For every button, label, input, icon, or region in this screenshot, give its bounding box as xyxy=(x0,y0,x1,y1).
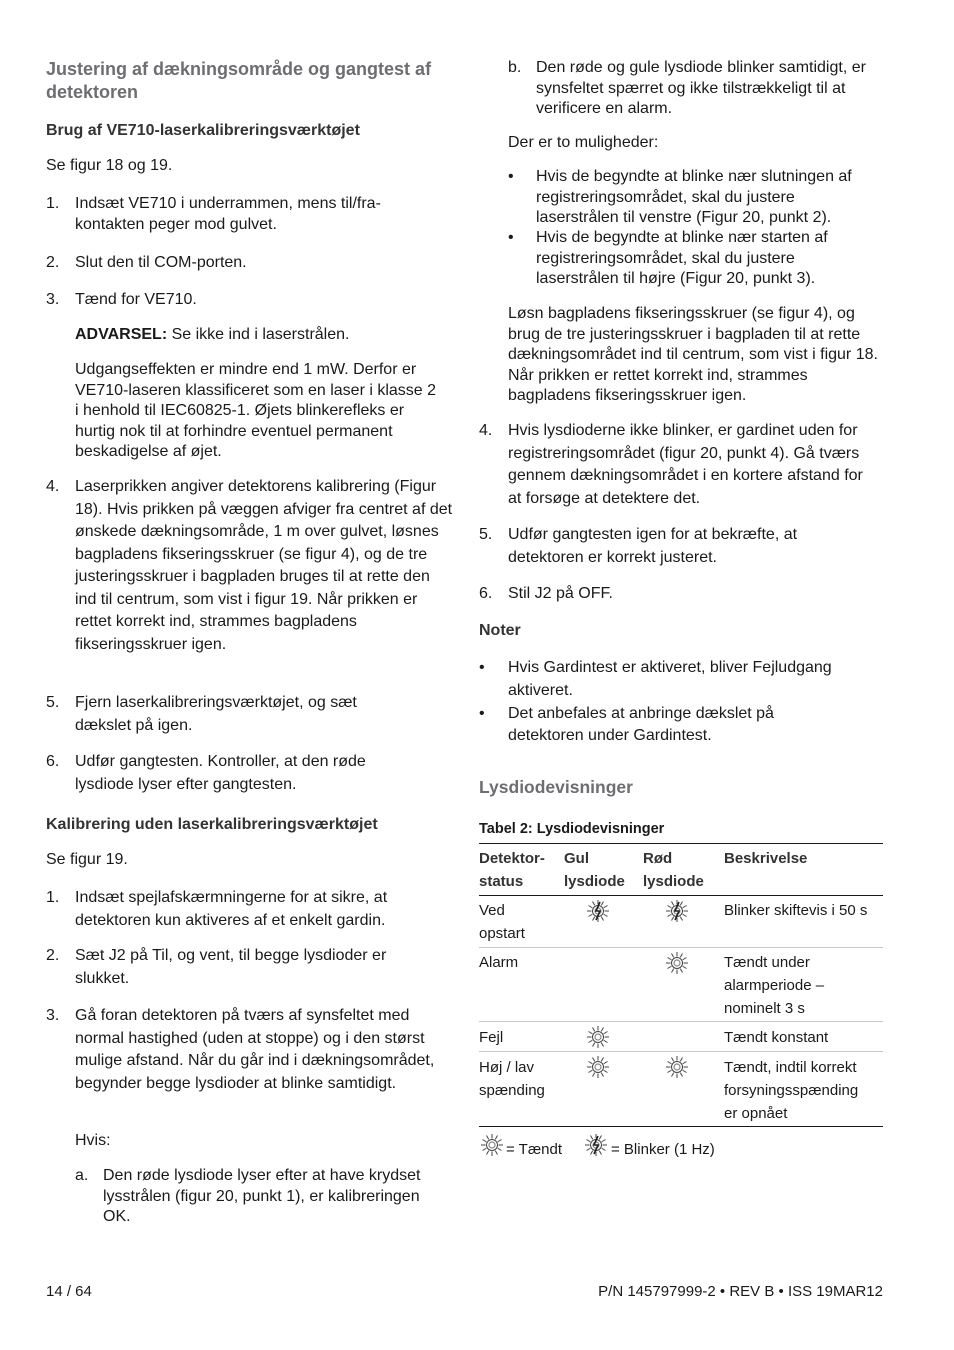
row-divider xyxy=(479,1021,883,1022)
led-on-icon xyxy=(585,1024,611,1050)
bullet-text: Hvis de begyndte at blinke nær starten af registreringsområdet, skal du justere laserstrålen til højre (Figur 20, punkt 3). xyxy=(536,229,828,287)
list-text: Udfør gangtesten igen for at bekræfte, at detektoren er korrekt justeret. xyxy=(508,526,798,566)
cell-status: Fejl xyxy=(479,1029,504,1046)
see-figure-18-19: Se figur 18 og 19. xyxy=(46,157,173,174)
table-bottom-rule xyxy=(479,1126,883,1127)
list-item xyxy=(46,194,456,238)
bullet: • xyxy=(479,659,485,676)
led-on-icon xyxy=(664,1054,690,1080)
list-number: 5. xyxy=(46,694,60,711)
led-blink-icon xyxy=(664,898,690,924)
part-number: P/N 145797999-2 • REV B • ISS 19MAR12 xyxy=(598,1283,883,1300)
bullet-text: Hvis de begyndte at blinke nær slutningen af registreringsområdet, skal du justere laserstrålen til venstre (Figur 20, punkt 2). xyxy=(536,168,852,226)
list-number: 2. xyxy=(46,254,60,271)
bullet: • xyxy=(508,229,514,246)
warning-text: Se ikke ind i laserstrålen. xyxy=(167,326,350,343)
list-text: Sæt J2 på Til, og vent, til begge lysdioder er slukket. xyxy=(75,947,387,987)
page-number: 14 / 64 xyxy=(46,1283,92,1300)
list-number: 2. xyxy=(46,947,60,964)
laser-output-note: Udgangseffekten er mindre end 1 mW. Derfor er VE710-laseren klassificeret som en laser i klasse 2 i henhold til IEC60825-1. Øjets blinkerefleks er hurtig nok til at forhindre eventuel permanent beskadigelse af øjet. xyxy=(75,361,437,460)
bullet-text: Hvis Gardintest er aktiveret, bliver Fejludgang aktiveret. xyxy=(508,659,832,699)
list-number: 3. xyxy=(46,291,60,308)
header-rule xyxy=(479,895,883,896)
led-on-icon xyxy=(479,1132,505,1158)
list-letter: a. xyxy=(75,1167,89,1184)
led-blink-icon xyxy=(583,1132,609,1158)
if-label: Hvis: xyxy=(75,1132,111,1149)
led-on-icon xyxy=(585,1054,611,1080)
list-text: Gå foran detektoren på tværs af synsfeltet med normal hastighed (uden at stoppe) og i den størst mulige afstand. Når du går ind i dækningsområdet, begynder begge lysdioder at blinke samtidigt. xyxy=(75,1007,435,1092)
led-section-heading: Lysdiodevisninger xyxy=(479,777,633,797)
cell-description: Tændt konstant xyxy=(724,1029,829,1046)
col-header-status: Detektor- status xyxy=(479,850,545,890)
cell-status: Høj / lav spænding xyxy=(479,1059,545,1099)
warning-note xyxy=(75,325,349,346)
warning-label: ADVARSEL: xyxy=(75,326,168,343)
cell-status: Alarm xyxy=(479,954,519,971)
cell-description: Blinker skiftevis i 50 s xyxy=(724,902,868,919)
list-number: 1. xyxy=(46,889,60,906)
see-figure-19: Se figur 19. xyxy=(46,851,128,868)
list-text: Indsæt VE710 i underrammen, mens til/fra-kontakten peger mod gulvet. xyxy=(75,195,381,233)
row-divider xyxy=(479,1051,883,1052)
section-heading: Justering af dækningsområde og gangtest af detektoren xyxy=(46,59,432,102)
legend-on-label: = Tændt xyxy=(506,1141,563,1158)
list-text: Hvis lysdioderne ikke blinker, er gardinet uden for registreringsområdet (figur 20, punkt 4). Gå tværs gennem dækningsområdet i en kortere afstand for at forsøge at detektere det. xyxy=(508,422,863,507)
cell-status: Ved opstart xyxy=(479,902,525,942)
led-on-icon xyxy=(664,950,690,976)
list-text: Stil J2 på OFF. xyxy=(508,585,613,602)
col-header-description: Beskrivelse xyxy=(724,850,808,867)
bullet: • xyxy=(479,705,485,722)
col-header-yellow: Gul lysdiode xyxy=(564,850,625,890)
list-number: 4. xyxy=(479,422,493,439)
cell-description: Tændt under alarmperiode – nominelt 3 s xyxy=(724,954,825,1017)
col-header-red: Rød lysdiode xyxy=(643,850,704,890)
list-number: 6. xyxy=(46,753,60,770)
notes-heading: Noter xyxy=(479,622,521,639)
list-number: 3. xyxy=(46,1007,60,1024)
list-text: Den røde lysdiode lyser efter at have krydset lysstrålen (figur 20, punkt 1), er kalibreringen OK. xyxy=(103,1167,421,1225)
list-text: Slut den til COM-porten. xyxy=(75,254,247,271)
list-text: Udfør gangtesten. Kontroller, at den røde lysdiode lyser efter gangtesten. xyxy=(75,753,366,793)
bullet-text: Det anbefales at anbringe dækslet på detektoren under Gardintest. xyxy=(508,705,774,744)
list-number: 1. xyxy=(46,195,60,212)
list-text: Tænd for VE710. xyxy=(75,291,197,308)
subheading-laser-tool: Brug af VE710-laserkalibreringsværktøjet xyxy=(46,122,360,139)
two-options: Der er to muligheder: xyxy=(508,134,659,151)
list-text: Den røde og gule lysdiode blinker samtidigt, er synsfeltet spærret og ikke tilstrækkeligt til at verificere en alarm. xyxy=(536,59,866,117)
table-title: Tabel 2: Lysdiodevisninger xyxy=(479,821,665,837)
list-number: 5. xyxy=(479,526,493,543)
bullet: • xyxy=(508,168,514,185)
list-text: Laserprikken angiver detektorens kalibrering (Figur 18). Hvis prikken på væggen afviger fra centret af det ønskede dækningsområde, 1 m over gulvet, løsnes bagpladens fikseringsskruer (se figur 4), og de tre justeringsskruer i bagpladen bruges til at rette den ind til centrum, som vist i figur 19. Når prikken er rettet korrekt ind, strammes bagpladens fikseringsskruer igen. xyxy=(75,478,453,653)
list-number: 6. xyxy=(479,585,493,602)
loosen-screws-note: Løsn bagpladens fikseringsskruer (se figur 4), og brug de tre justeringsskruer i bagpladen til at rette dækningsområdet ind til centrum, som vist i figur 18. Når prikken er rettet korrekt ind, strammes bagpladens fikseringsskruer igen. xyxy=(508,305,878,404)
led-blink-icon xyxy=(585,898,611,924)
row-divider xyxy=(479,947,883,948)
list-text: Fjern laserkalibreringsværktøjet, og sæt dækslet på igen. xyxy=(75,694,357,734)
subheading-no-tool: Kalibrering uden laserkalibreringsværktøjet xyxy=(46,816,378,833)
list-number: 4. xyxy=(46,478,60,495)
legend-blink-label: = Blinker (1 Hz) xyxy=(611,1141,715,1158)
list-text: Indsæt spejlafskærmningerne for at sikre, at detektoren kun aktiveres af et enkelt gardin. xyxy=(75,889,388,929)
list-letter: b. xyxy=(508,59,522,76)
table-top-rule xyxy=(479,843,883,844)
cell-description: Tændt, indtil korrekt forsyningsspænding er opnået xyxy=(724,1059,859,1122)
